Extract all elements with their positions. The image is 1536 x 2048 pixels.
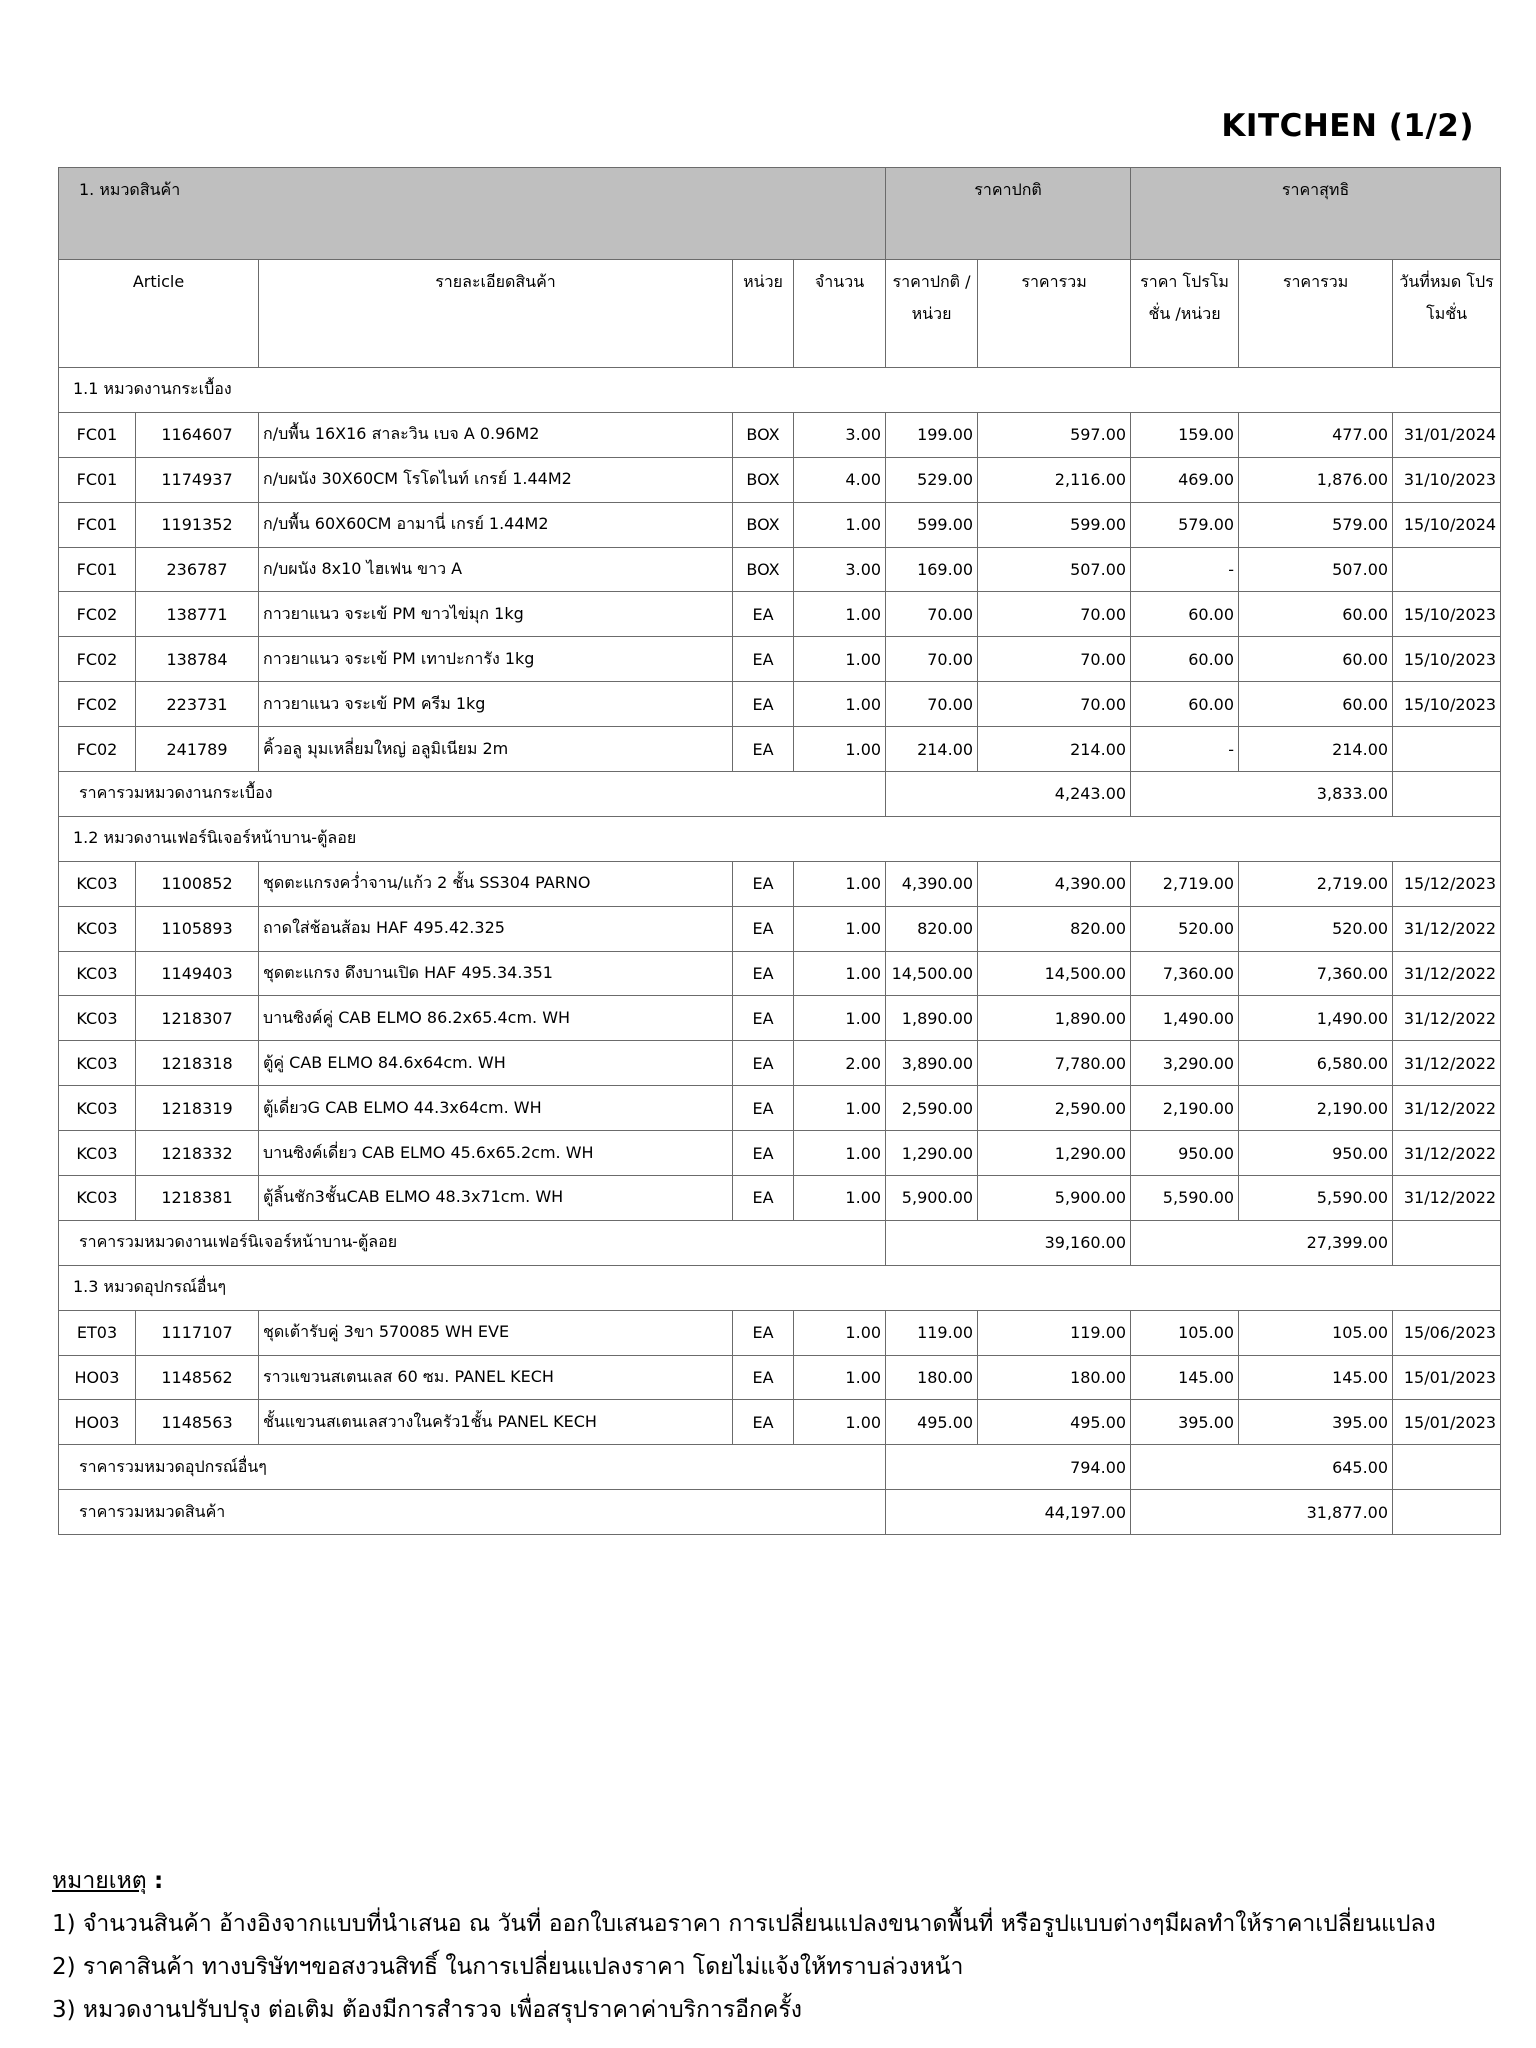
grand-total-label: ราคารวมหมวดสินค้า bbox=[59, 1490, 886, 1535]
item-article: 1191352 bbox=[136, 502, 259, 547]
item-promo-end: 31/12/2022 bbox=[1393, 996, 1501, 1041]
item-promo-end: 31/12/2022 bbox=[1393, 906, 1501, 951]
item-net-total: 214.00 bbox=[1239, 727, 1393, 772]
item-unit: EA bbox=[733, 682, 794, 727]
item-promo-end bbox=[1393, 547, 1501, 592]
item-unit: BOX bbox=[733, 547, 794, 592]
item-promo-price: 950.00 bbox=[1131, 1131, 1239, 1176]
promo-price-header: ราคา โปรโมชั่น /หน่วย bbox=[1131, 260, 1239, 368]
item-promo-price: - bbox=[1131, 547, 1239, 592]
item-total: 1,290.00 bbox=[978, 1131, 1131, 1176]
item-code: HO03 bbox=[59, 1355, 136, 1400]
item-description: ชุดเต้ารับคู่ 3ขา 570085 WH EVE bbox=[259, 1310, 733, 1355]
item-promo-price: 5,590.00 bbox=[1131, 1176, 1239, 1221]
item-unit-price: 70.00 bbox=[886, 637, 978, 682]
item-total: 2,590.00 bbox=[978, 1086, 1131, 1131]
item-net-total: 2,719.00 bbox=[1239, 861, 1393, 906]
item-description: กาวยาแนว จระเข้ PM ขาวไข่มุก 1kg bbox=[259, 592, 733, 637]
item-promo-price: 2,719.00 bbox=[1131, 861, 1239, 906]
section-title: 1.3 หมวดอุปกรณ์อื่นๆ bbox=[59, 1265, 1501, 1310]
item-article: 1218318 bbox=[136, 1041, 259, 1086]
item-promo-price: 520.00 bbox=[1131, 906, 1239, 951]
item-net-total: 2,190.00 bbox=[1239, 1086, 1393, 1131]
page-title: KITCHEN (1/2) bbox=[1221, 108, 1474, 144]
item-description: ชุดตะแกรง ดึงบานเปิด HAF 495.34.351 bbox=[259, 951, 733, 996]
item-total: 70.00 bbox=[978, 637, 1131, 682]
quotation-table bbox=[58, 167, 1501, 1535]
table-row bbox=[59, 1400, 1501, 1445]
unit-price-header: ราคาปกติ /หน่วย bbox=[886, 260, 978, 368]
grand-total-empty bbox=[1393, 1490, 1501, 1535]
item-code: HO03 bbox=[59, 1400, 136, 1445]
item-qty: 1.00 bbox=[794, 592, 886, 637]
item-unit-price: 599.00 bbox=[886, 502, 978, 547]
item-article: 1100852 bbox=[136, 861, 259, 906]
table-row bbox=[59, 1086, 1501, 1131]
item-article: 241789 bbox=[136, 727, 259, 772]
grand-total-row bbox=[59, 1490, 1501, 1535]
item-promo-end: 15/10/2023 bbox=[1393, 592, 1501, 637]
item-promo-price: 469.00 bbox=[1131, 457, 1239, 502]
grand-total-total: 44,197.00 bbox=[886, 1490, 1131, 1535]
item-promo-end: 15/01/2023 bbox=[1393, 1355, 1501, 1400]
item-code: ET03 bbox=[59, 1310, 136, 1355]
item-description: บานซิงค์เดี่ยว CAB ELMO 45.6x65.2cm. WH bbox=[259, 1131, 733, 1176]
item-unit: EA bbox=[733, 592, 794, 637]
item-unit-price: 180.00 bbox=[886, 1355, 978, 1400]
item-qty: 3.00 bbox=[794, 547, 886, 592]
item-unit: EA bbox=[733, 1176, 794, 1221]
item-promo-price: 1,490.00 bbox=[1131, 996, 1239, 1041]
item-unit: BOX bbox=[733, 502, 794, 547]
item-total: 14,500.00 bbox=[978, 951, 1131, 996]
item-article: 1105893 bbox=[136, 906, 259, 951]
total-header: ราคารวม bbox=[978, 260, 1131, 368]
item-promo-end: 31/12/2022 bbox=[1393, 951, 1501, 996]
item-unit-price: 119.00 bbox=[886, 1310, 978, 1355]
item-promo-end: 15/06/2023 bbox=[1393, 1310, 1501, 1355]
item-qty: 1.00 bbox=[794, 1400, 886, 1445]
item-net-total: 507.00 bbox=[1239, 547, 1393, 592]
item-promo-end: 15/01/2023 bbox=[1393, 1400, 1501, 1445]
item-net-total: 579.00 bbox=[1239, 502, 1393, 547]
item-article: 1148563 bbox=[136, 1400, 259, 1445]
item-promo-price: 105.00 bbox=[1131, 1310, 1239, 1355]
item-unit-price: 199.00 bbox=[886, 412, 978, 457]
item-qty: 1.00 bbox=[794, 1310, 886, 1355]
item-promo-end: 31/10/2023 bbox=[1393, 457, 1501, 502]
item-unit: EA bbox=[733, 1355, 794, 1400]
item-unit: EA bbox=[733, 1041, 794, 1086]
section-row bbox=[59, 1265, 1501, 1310]
item-total: 820.00 bbox=[978, 906, 1131, 951]
item-description: ชั้นแขวนสเตนเลสวางในครัว1ชั้น PANEL KECH bbox=[259, 1400, 733, 1445]
note-line-3: 3) หมวดงานปรับปรุง ต่อเติม ต้องมีการสำรวจ เพื่อสรุปราคาค่าบริการอีกครั้ง bbox=[52, 1997, 802, 2023]
item-description: ก/บผนัง 30X60CM โรโดไนท์ เกรย์ 1.44M2 bbox=[259, 457, 733, 502]
table-row bbox=[59, 547, 1501, 592]
description-header: รายละเอียดสินค้า bbox=[259, 260, 733, 368]
item-promo-end: 15/10/2023 bbox=[1393, 682, 1501, 727]
item-qty: 1.00 bbox=[794, 996, 886, 1041]
item-promo-price: 3,290.00 bbox=[1131, 1041, 1239, 1086]
item-net-total: 60.00 bbox=[1239, 592, 1393, 637]
subtotal-empty bbox=[1393, 1220, 1501, 1265]
item-unit-price: 4,390.00 bbox=[886, 861, 978, 906]
item-description: ราวแขวนสเตนเลส 60 ซม. PANEL KECH bbox=[259, 1355, 733, 1400]
item-promo-price: 2,190.00 bbox=[1131, 1086, 1239, 1131]
item-article: 138771 bbox=[136, 592, 259, 637]
unit-header: หน่วย bbox=[733, 260, 794, 368]
subtotal-total: 794.00 bbox=[886, 1445, 1131, 1490]
item-promo-price: 145.00 bbox=[1131, 1355, 1239, 1400]
item-total: 7,780.00 bbox=[978, 1041, 1131, 1086]
item-promo-end bbox=[1393, 727, 1501, 772]
item-unit-price: 5,900.00 bbox=[886, 1176, 978, 1221]
item-code: FC02 bbox=[59, 637, 136, 682]
item-qty: 1.00 bbox=[794, 906, 886, 951]
net-total-header: ราคารวม bbox=[1239, 260, 1393, 368]
section-title: 1.1 หมวดงานกระเบื้อง bbox=[59, 368, 1501, 413]
item-code: FC01 bbox=[59, 547, 136, 592]
item-article: 1149403 bbox=[136, 951, 259, 996]
subtotal-empty bbox=[1393, 1445, 1501, 1490]
item-article: 1218307 bbox=[136, 996, 259, 1041]
item-code: KC03 bbox=[59, 996, 136, 1041]
article-header: Article bbox=[59, 260, 259, 368]
notes-colon: : bbox=[154, 1868, 164, 1894]
item-net-total: 105.00 bbox=[1239, 1310, 1393, 1355]
item-code: KC03 bbox=[59, 861, 136, 906]
item-net-total: 145.00 bbox=[1239, 1355, 1393, 1400]
item-qty: 1.00 bbox=[794, 727, 886, 772]
item-description: บานซิงค์คู่ CAB ELMO 86.2x65.4cm. WH bbox=[259, 996, 733, 1041]
table-row bbox=[59, 502, 1501, 547]
item-code: FC01 bbox=[59, 412, 136, 457]
subtotal-row bbox=[59, 772, 1501, 817]
item-total: 70.00 bbox=[978, 682, 1131, 727]
subtotal-total: 39,160.00 bbox=[886, 1220, 1131, 1265]
item-total: 119.00 bbox=[978, 1310, 1131, 1355]
item-description: กาวยาแนว จระเข้ PM ครีม 1kg bbox=[259, 682, 733, 727]
item-code: KC03 bbox=[59, 1131, 136, 1176]
item-qty: 1.00 bbox=[794, 682, 886, 727]
table-row bbox=[59, 1355, 1501, 1400]
item-qty: 4.00 bbox=[794, 457, 886, 502]
subtotal-row bbox=[59, 1445, 1501, 1490]
item-code: FC01 bbox=[59, 502, 136, 547]
item-article: 223731 bbox=[136, 682, 259, 727]
subtotal-row bbox=[59, 1220, 1501, 1265]
item-description: ก/บพื้น 60X60CM อามานี่ เกรย์ 1.44M2 bbox=[259, 502, 733, 547]
item-promo-price: 7,360.00 bbox=[1131, 951, 1239, 996]
item-total: 599.00 bbox=[978, 502, 1131, 547]
note-line-1: 1) จำนวนสินค้า อ้างอิงจากแบบที่นำเสนอ ณ วันที่ ออกใบเสนอราคา การเปลี่ยนแปลงขนาดพื้นที่ หรือรูปแบบต่างๆมีผลทำให้ราคาเปลี่ยนแปลง bbox=[52, 1911, 1436, 1937]
regular-price-header: ราคาปกติ bbox=[886, 168, 1131, 260]
table-row bbox=[59, 637, 1501, 682]
table-row bbox=[59, 592, 1501, 637]
item-article: 1218381 bbox=[136, 1176, 259, 1221]
header-column-row bbox=[59, 260, 1501, 368]
item-net-total: 950.00 bbox=[1239, 1131, 1393, 1176]
item-code: KC03 bbox=[59, 951, 136, 996]
subtotal-net: 27,399.00 bbox=[1131, 1220, 1393, 1265]
item-promo-end: 15/10/2024 bbox=[1393, 502, 1501, 547]
table-row bbox=[59, 1310, 1501, 1355]
item-code: KC03 bbox=[59, 1041, 136, 1086]
item-total: 180.00 bbox=[978, 1355, 1131, 1400]
item-qty: 1.00 bbox=[794, 502, 886, 547]
promo-end-header: วันที่หมด โปรโมชั่น bbox=[1393, 260, 1501, 368]
notes-title: หมายเหตุ bbox=[52, 1868, 147, 1894]
item-article: 1117107 bbox=[136, 1310, 259, 1355]
subtotal-empty bbox=[1393, 772, 1501, 817]
item-promo-price: 395.00 bbox=[1131, 1400, 1239, 1445]
table-row bbox=[59, 1131, 1501, 1176]
item-article: 1164607 bbox=[136, 412, 259, 457]
section-title: 1.2 หมวดงานเฟอร์นิเจอร์หน้าบาน-ตู้ลอย bbox=[59, 816, 1501, 861]
item-total: 4,390.00 bbox=[978, 861, 1131, 906]
item-unit-price: 214.00 bbox=[886, 727, 978, 772]
item-code: FC01 bbox=[59, 457, 136, 502]
item-description: ชุดตะแกรงคว่ำจาน/แก้ว 2 ชั้น SS304 PARNO bbox=[259, 861, 733, 906]
item-unit-price: 529.00 bbox=[886, 457, 978, 502]
item-promo-end: 31/12/2022 bbox=[1393, 1086, 1501, 1131]
item-net-total: 1,876.00 bbox=[1239, 457, 1393, 502]
item-net-total: 1,490.00 bbox=[1239, 996, 1393, 1041]
subtotal-label: ราคารวมหมวดงานเฟอร์นิเจอร์หน้าบาน-ตู้ลอย bbox=[59, 1220, 886, 1265]
item-unit-price: 14,500.00 bbox=[886, 951, 978, 996]
table-row bbox=[59, 727, 1501, 772]
item-net-total: 6,580.00 bbox=[1239, 1041, 1393, 1086]
table-row bbox=[59, 412, 1501, 457]
item-code: KC03 bbox=[59, 1176, 136, 1221]
item-unit-price: 70.00 bbox=[886, 592, 978, 637]
item-unit-price: 820.00 bbox=[886, 906, 978, 951]
item-unit-price: 1,890.00 bbox=[886, 996, 978, 1041]
item-net-total: 60.00 bbox=[1239, 637, 1393, 682]
item-qty: 1.00 bbox=[794, 1086, 886, 1131]
item-description: ตู้ลิ้นชัก3ชั้นCAB ELMO 48.3x71cm. WH bbox=[259, 1176, 733, 1221]
item-promo-end: 31/12/2022 bbox=[1393, 1131, 1501, 1176]
item-description: กาวยาแนว จระเข้ PM เทาปะการัง 1kg bbox=[259, 637, 733, 682]
item-net-total: 5,590.00 bbox=[1239, 1176, 1393, 1221]
item-unit: EA bbox=[733, 727, 794, 772]
item-net-total: 477.00 bbox=[1239, 412, 1393, 457]
item-total: 70.00 bbox=[978, 592, 1131, 637]
table-row bbox=[59, 682, 1501, 727]
item-total: 2,116.00 bbox=[978, 457, 1131, 502]
item-unit: BOX bbox=[733, 412, 794, 457]
notes-heading bbox=[52, 1860, 1436, 1903]
item-qty: 1.00 bbox=[794, 1355, 886, 1400]
header-group-row bbox=[59, 168, 1501, 260]
notes bbox=[52, 1860, 1436, 2032]
item-code: KC03 bbox=[59, 1086, 136, 1131]
item-unit: BOX bbox=[733, 457, 794, 502]
item-unit-price: 3,890.00 bbox=[886, 1041, 978, 1086]
item-article: 1218332 bbox=[136, 1131, 259, 1176]
item-unit: EA bbox=[733, 1131, 794, 1176]
item-unit: EA bbox=[733, 861, 794, 906]
item-qty: 1.00 bbox=[794, 1176, 886, 1221]
item-unit: EA bbox=[733, 996, 794, 1041]
table-row bbox=[59, 861, 1501, 906]
item-description: ก/บพื้น 16X16 สาละวิน เบจ A 0.96M2 bbox=[259, 412, 733, 457]
item-unit: EA bbox=[733, 951, 794, 996]
item-description: ตู้คู่ CAB ELMO 84.6x64cm. WH bbox=[259, 1041, 733, 1086]
item-promo-price: 60.00 bbox=[1131, 637, 1239, 682]
item-promo-end: 15/12/2023 bbox=[1393, 861, 1501, 906]
item-qty: 2.00 bbox=[794, 1041, 886, 1086]
subtotal-label: ราคารวมหมวดงานกระเบื้อง bbox=[59, 772, 886, 817]
subtotal-net: 3,833.00 bbox=[1131, 772, 1393, 817]
item-code: FC02 bbox=[59, 592, 136, 637]
item-qty: 3.00 bbox=[794, 412, 886, 457]
item-unit: EA bbox=[733, 1310, 794, 1355]
category-header: 1. หมวดสินค้า bbox=[59, 168, 886, 260]
table-row bbox=[59, 996, 1501, 1041]
item-qty: 1.00 bbox=[794, 637, 886, 682]
item-unit: EA bbox=[733, 637, 794, 682]
item-promo-end: 31/12/2022 bbox=[1393, 1176, 1501, 1221]
net-price-header: ราคาสุทธิ bbox=[1131, 168, 1501, 260]
item-promo-end: 31/01/2024 bbox=[1393, 412, 1501, 457]
item-total: 507.00 bbox=[978, 547, 1131, 592]
item-unit-price: 495.00 bbox=[886, 1400, 978, 1445]
section-row bbox=[59, 816, 1501, 861]
item-promo-end: 15/10/2023 bbox=[1393, 637, 1501, 682]
table-row bbox=[59, 1041, 1501, 1086]
item-unit: EA bbox=[733, 906, 794, 951]
note-line-2: 2) ราคาสินค้า ทางบริษัทฯขอสงวนสิทธิ์ ในการเปลี่ยนแปลงราคา โดยไม่แจ้งให้ทราบล่วงหน้า bbox=[52, 1954, 964, 1980]
item-article: 1148562 bbox=[136, 1355, 259, 1400]
item-code: KC03 bbox=[59, 906, 136, 951]
qty-header: จำนวน bbox=[794, 260, 886, 368]
item-article: 138784 bbox=[136, 637, 259, 682]
item-qty: 1.00 bbox=[794, 861, 886, 906]
item-net-total: 7,360.00 bbox=[1239, 951, 1393, 996]
subtotal-net: 645.00 bbox=[1131, 1445, 1393, 1490]
item-description: คิ้วอลู มุมเหลี่ยมใหญ่ อลูมิเนียม 2m bbox=[259, 727, 733, 772]
subtotal-total: 4,243.00 bbox=[886, 772, 1131, 817]
item-unit: EA bbox=[733, 1086, 794, 1131]
item-article: 1218319 bbox=[136, 1086, 259, 1131]
item-net-total: 520.00 bbox=[1239, 906, 1393, 951]
item-description: ก/บผนัง 8x10 ไฮเฟน ขาว A bbox=[259, 547, 733, 592]
table-row bbox=[59, 1176, 1501, 1221]
item-unit-price: 1,290.00 bbox=[886, 1131, 978, 1176]
item-article: 1174937 bbox=[136, 457, 259, 502]
item-net-total: 60.00 bbox=[1239, 682, 1393, 727]
item-description: ตู้เดี่ยวG CAB ELMO 44.3x64cm. WH bbox=[259, 1086, 733, 1131]
item-net-total: 395.00 bbox=[1239, 1400, 1393, 1445]
item-unit-price: 2,590.00 bbox=[886, 1086, 978, 1131]
item-total: 1,890.00 bbox=[978, 996, 1131, 1041]
section-row bbox=[59, 368, 1501, 413]
item-code: FC02 bbox=[59, 727, 136, 772]
item-unit: EA bbox=[733, 1400, 794, 1445]
item-total: 5,900.00 bbox=[978, 1176, 1131, 1221]
subtotal-label: ราคารวมหมวดอุปกรณ์อื่นๆ bbox=[59, 1445, 886, 1490]
item-description: ถาดใส่ช้อนส้อม HAF 495.42.325 bbox=[259, 906, 733, 951]
item-total: 214.00 bbox=[978, 727, 1131, 772]
item-unit-price: 169.00 bbox=[886, 547, 978, 592]
table-row bbox=[59, 951, 1501, 996]
item-promo-end: 31/12/2022 bbox=[1393, 1041, 1501, 1086]
item-unit-price: 70.00 bbox=[886, 682, 978, 727]
item-promo-price: - bbox=[1131, 727, 1239, 772]
table-row bbox=[59, 906, 1501, 951]
item-article: 236787 bbox=[136, 547, 259, 592]
item-promo-price: 60.00 bbox=[1131, 592, 1239, 637]
item-qty: 1.00 bbox=[794, 1131, 886, 1176]
item-total: 495.00 bbox=[978, 1400, 1131, 1445]
item-qty: 1.00 bbox=[794, 951, 886, 996]
item-promo-price: 60.00 bbox=[1131, 682, 1239, 727]
grand-total-net: 31,877.00 bbox=[1131, 1490, 1393, 1535]
item-promo-price: 159.00 bbox=[1131, 412, 1239, 457]
item-promo-price: 579.00 bbox=[1131, 502, 1239, 547]
item-code: FC02 bbox=[59, 682, 136, 727]
item-total: 597.00 bbox=[978, 412, 1131, 457]
table-row bbox=[59, 457, 1501, 502]
